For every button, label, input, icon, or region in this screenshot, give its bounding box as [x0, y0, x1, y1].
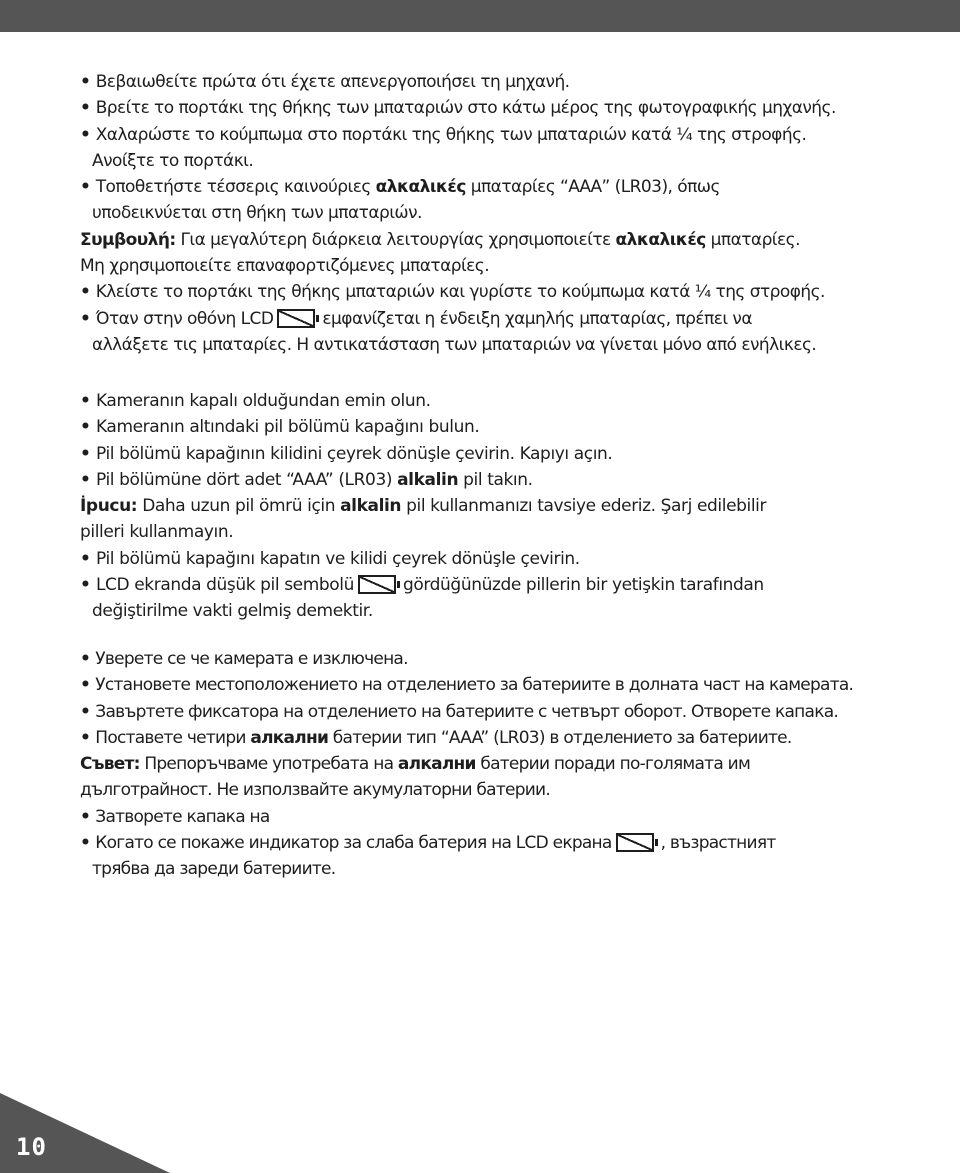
turkish-instructions — [80, 388, 940, 625]
list-item: • Pil bölümüne dört adet “AAA” (LR03) alkalin pil takın. — [80, 469, 533, 490]
list-item: • Установете местоположението на отделението за батериите в долната част на камерата. — [80, 675, 854, 696]
list-item-continuation: трябва да зареди батериите. — [92, 859, 336, 880]
tip: Съвет: Препоръчваме употребата на алкални батерии поради по-голямата им — [80, 754, 751, 775]
low-battery-icon — [616, 833, 654, 852]
tip: Συμβουλή: Για μεγαλύτερη διάρκεια λειτουργίας χρησιμοποιείτε αλκαλικές μπαταρίες. — [80, 229, 800, 250]
bulgarian-instructions — [80, 646, 940, 883]
tip-label: Συμβουλή: — [80, 229, 176, 250]
list-item: • Kameranın kapalı olduğundan emin olun. — [80, 391, 431, 411]
list-item: • Затворете капака на — [80, 806, 270, 827]
list-item: • Когато се покаже индикатор за слаба батерия на LCD екрана , възрастният — [80, 833, 776, 854]
tip-continuation: pilleri kullanmayın. — [80, 522, 234, 543]
tip-label: İpucu: — [80, 496, 138, 517]
list-item: • Kameranın altındaki pil bölümü kapağını bulun. — [80, 417, 480, 438]
greek-instructions — [80, 69, 940, 358]
top-header-bar — [0, 0, 960, 32]
list-item: • Уверете се че камерата е изключена. — [80, 649, 408, 669]
tip: İpucu: Daha uzun pil ömrü için alkalin pil kullanmanızı tavsiye ederiz. Şarj edilebilir — [80, 496, 767, 517]
tip-continuation: дълготрайност. Не използвайте акумулаторни батерии. — [80, 780, 550, 801]
list-item: • Pil bölümü kapağının kilidini çeyrek dönüşle çevirin. Kapıyı açın. — [80, 443, 613, 464]
list-item: • Τοποθετήστε τέσσερις καινούριες αλκαλικές μπαταρίες “ΑΑΑ” (LR03), όπως — [80, 177, 720, 198]
list-item: • Χαλαρώστε το κούμπωμα στο πορτάκι της θήκης των μπαταριών κατά ¼ της στροφής. — [80, 124, 807, 145]
low-battery-icon — [277, 309, 315, 328]
list-item: • Βεβαιωθείτε πρώτα ότι έχετε απενεργοποιήσει τη μηχανή. — [80, 72, 570, 92]
list-item: • Βρείτε το πορτάκι της θήκης των μπαταριών στο κάτω μέρος της φωτογραφικής μηχανής. — [80, 98, 836, 119]
list-item-continuation: αλλάξετε τις μπαταρίες. Η αντικατάσταση των μπαταριών να γίνεται μόνο από ενήλικες. — [92, 334, 817, 355]
list-item-continuation: Ανοίξτε το πορτάκι. — [92, 150, 254, 171]
page-number: 10 — [16, 1133, 47, 1161]
list-item: • LCD ekranda düşük pil sembolü gördüğünüzde pillerin bir yetişkin tarafından — [80, 575, 764, 596]
list-item: • Pil bölümü kapağını kapatın ve kilidi çeyrek dönüşle çevirin. — [80, 548, 580, 569]
list-item: • Поставете четири алкални батерии тип “AAA” (LR03) в отделението за батериите. — [80, 727, 792, 748]
list-item: • Завъртете фиксатора на отделението на батериите с четвърт оборот. Отворете капака. — [80, 701, 839, 722]
list-item-continuation: υποδεικνύεται στη θήκη των μπαταριών. — [92, 203, 422, 224]
list-item: • Όταν στην οθόνη LCD εμφανίζεται η ένδειξη χαμηλής μπαταρίας, πρέπει να — [80, 308, 753, 329]
list-item: • Κλείστε το πορτάκι της θήκης μπαταριών και γυρίστε το κούμπωμα κατά ¼ της στροφής. — [80, 282, 825, 303]
list-item-continuation: değiştirilme vakti gelmiş demektir. — [92, 601, 373, 622]
tip-continuation: Μη χρησιμοποιείτε επαναφορτιζόμενες μπαταρίες. — [80, 256, 490, 277]
low-battery-icon — [358, 575, 396, 594]
tip-label: Съвет: — [80, 754, 140, 775]
